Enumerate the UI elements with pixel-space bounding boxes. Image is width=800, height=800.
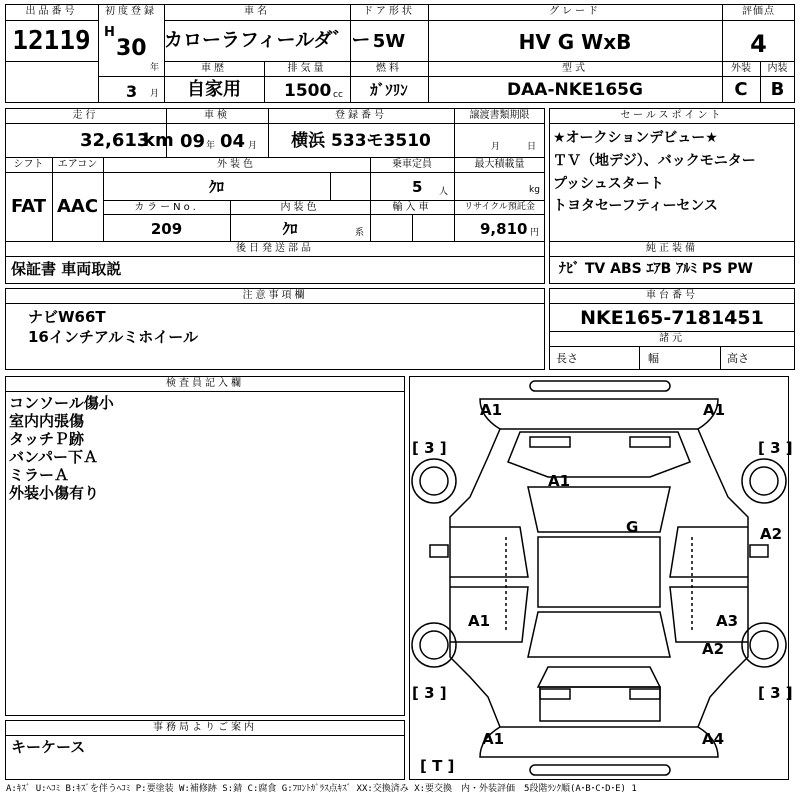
notes-line: ナビW66T xyxy=(28,308,106,326)
sales-line: ＴＶ（地デジ）、バックモニター xyxy=(553,153,756,169)
car-outline-svg xyxy=(410,377,788,779)
mileage: 32,613 xyxy=(80,130,150,151)
inspection-month: 04 xyxy=(220,131,246,152)
exterior-grade: C xyxy=(734,79,748,100)
interior-label: 内装 xyxy=(767,63,788,74)
tire-rear-right: [ 3 ] xyxy=(758,684,793,702)
trunk-mark: [ T ] xyxy=(420,757,455,775)
lot-number: 12119 xyxy=(12,26,91,56)
recycle-label: リサイクル預託金 xyxy=(464,202,535,212)
history: 自家用 xyxy=(187,79,241,100)
capacity: 5 xyxy=(412,178,423,196)
displacement-unit: cc xyxy=(333,90,343,100)
transfer-label: 譲渡書類期限 xyxy=(469,110,530,121)
damage-left-rear: A1 xyxy=(468,612,491,630)
tire-front-right: [ 3 ] xyxy=(758,439,793,457)
score-label: 評価点 xyxy=(742,6,775,17)
notes-label: 注意事項欄 xyxy=(242,290,308,301)
sales-line: トヨタセーフティーセンス xyxy=(553,198,718,214)
int-color-unit: 系 xyxy=(355,228,365,238)
capacity-unit: 人 xyxy=(439,187,449,197)
inspector-line: コンソール傷小 xyxy=(9,394,114,412)
door-label: ドア形状 xyxy=(363,6,415,17)
chassis-label: 車台番号 xyxy=(646,290,698,301)
ac: AAC xyxy=(56,196,99,217)
transfer-month: 月 xyxy=(491,142,501,152)
damage-hood: A1 xyxy=(548,472,571,490)
reg-year: 30 xyxy=(116,36,147,61)
damage-right-rear-door: A3 xyxy=(716,612,739,630)
sales-line: プッシュスタート xyxy=(553,176,664,192)
inspector-label: 検査員記入欄 xyxy=(166,378,244,389)
fuel: ｶﾞｿﾘﾝ xyxy=(370,81,408,99)
parts-value: 保証書 車両取説 xyxy=(11,260,122,278)
month-unit: 月 xyxy=(150,89,160,99)
dims-label: 諸元 xyxy=(659,333,685,344)
tire-front-left: [ 3 ] xyxy=(412,439,447,457)
model-label: 型式 xyxy=(562,63,588,74)
year-unit: 年 xyxy=(150,63,160,73)
car-name: カローラフィールダ゛ー xyxy=(164,29,371,51)
door-type: 5W xyxy=(372,31,406,52)
recycle-unit: 円 xyxy=(530,228,540,238)
damage-rear-right: A4 xyxy=(702,730,725,748)
mileage-label: 走行 xyxy=(72,110,99,121)
color: ｸﾛ xyxy=(208,178,224,196)
parts-label: 後日発送部品 xyxy=(236,243,314,254)
insp-month-unit: 月 xyxy=(248,141,258,151)
damage-front-left: A1 xyxy=(480,401,503,419)
legend: A:ｷｽﾞ U:ﾍｺﾐ B:ｷｽﾞを伴うﾍｺﾐ P:要塗装 W:補修跡 S:錆 C:腐食 G:ﾌﾛﾝﾄｶﾞﾗｽ点ｷｽﾞ XX:交換済み X:要交換 内・外装評価 5段階ﾗﾝｸ順(A･B･C･D･E) 1 xyxy=(6,784,637,794)
transfer-day: 日 xyxy=(527,142,537,152)
damage-right-quarter: A2 xyxy=(702,640,725,658)
displacement: 1500 xyxy=(284,81,332,101)
notes-line: 16インチアルミホイール xyxy=(28,328,198,346)
int-color-label: 内装色 xyxy=(280,202,320,213)
first-reg-label: 初度登録 xyxy=(105,6,157,17)
recycle-fee: 9,810 xyxy=(480,220,528,238)
plate-label: 登録番号 xyxy=(335,110,387,121)
inspector-line: 室内内張傷 xyxy=(9,412,85,430)
maxload-unit: kg xyxy=(529,185,540,195)
damage-windshield: G xyxy=(626,518,639,536)
history-label: 車歴 xyxy=(201,63,227,74)
model-code: DAA-NKE165G xyxy=(507,80,643,100)
interior-grade: B xyxy=(770,79,785,100)
reg-month: 3 xyxy=(126,82,138,101)
maxload-label: 最大積載量 xyxy=(474,159,525,170)
shift: FAT xyxy=(10,196,47,217)
inspection-year: 09 xyxy=(180,131,206,152)
chassis-number: NKE165-7181451 xyxy=(580,307,764,329)
damage-front-right: A1 xyxy=(703,401,726,419)
inspector-line: 外装小傷有り xyxy=(9,484,100,502)
inspector-line: バンパー下Ａ xyxy=(9,448,98,466)
insp-year-unit: 年 xyxy=(206,141,216,151)
width-label: 幅 xyxy=(648,352,659,365)
inspection-label: 車検 xyxy=(204,110,230,121)
ac-label: エアコン xyxy=(57,159,98,170)
sales-line: ★オークションデビュー★ xyxy=(553,130,718,146)
equip-label: 純正装備 xyxy=(646,243,698,254)
color-number: 209 xyxy=(150,220,183,238)
inspector-line: タッチＰ跡 xyxy=(9,430,85,448)
car-name-label: 車名 xyxy=(244,6,270,17)
capacity-label: 乗車定員 xyxy=(392,159,432,170)
damage-rear-left: A1 xyxy=(482,730,505,748)
exterior-label: 外装 xyxy=(731,63,751,74)
car-damage-diagram xyxy=(409,376,793,780)
int-color: ｸﾛ xyxy=(282,220,298,238)
color-label: 外装色 xyxy=(217,159,256,170)
import-label: 輸入車 xyxy=(392,202,432,213)
damage-right-front-door: A2 xyxy=(760,525,783,543)
office-value: キーケース xyxy=(11,738,86,756)
tire-rear-left: [ 3 ] xyxy=(412,684,447,702)
sales-point-label: セールスポイント xyxy=(620,110,724,121)
grade: HV G WxB xyxy=(518,30,632,54)
lot-label: 出品番号 xyxy=(25,6,78,17)
score: 4 xyxy=(750,30,767,58)
plate-number: 横浜 533モ3510 xyxy=(291,131,431,151)
shift-label: シフト xyxy=(13,159,44,170)
office-label: 事務局よりご案内 xyxy=(153,722,257,733)
inspector-line: ミラーＡ xyxy=(9,466,70,484)
mileage-unit: km xyxy=(143,130,174,151)
equip-value: ﾅﾋﾞ TV ABS ｴｱB ｱﾙﾐ PS PW xyxy=(559,261,753,277)
fuel-label: 燃料 xyxy=(376,63,402,74)
era: H xyxy=(104,25,115,40)
colorno-label: カラーNo. xyxy=(134,202,199,213)
height-label: 高さ xyxy=(727,352,749,365)
length-label: 長さ xyxy=(556,352,578,365)
grade-label: グレード xyxy=(549,6,601,17)
displacement-label: 排気量 xyxy=(287,63,327,74)
